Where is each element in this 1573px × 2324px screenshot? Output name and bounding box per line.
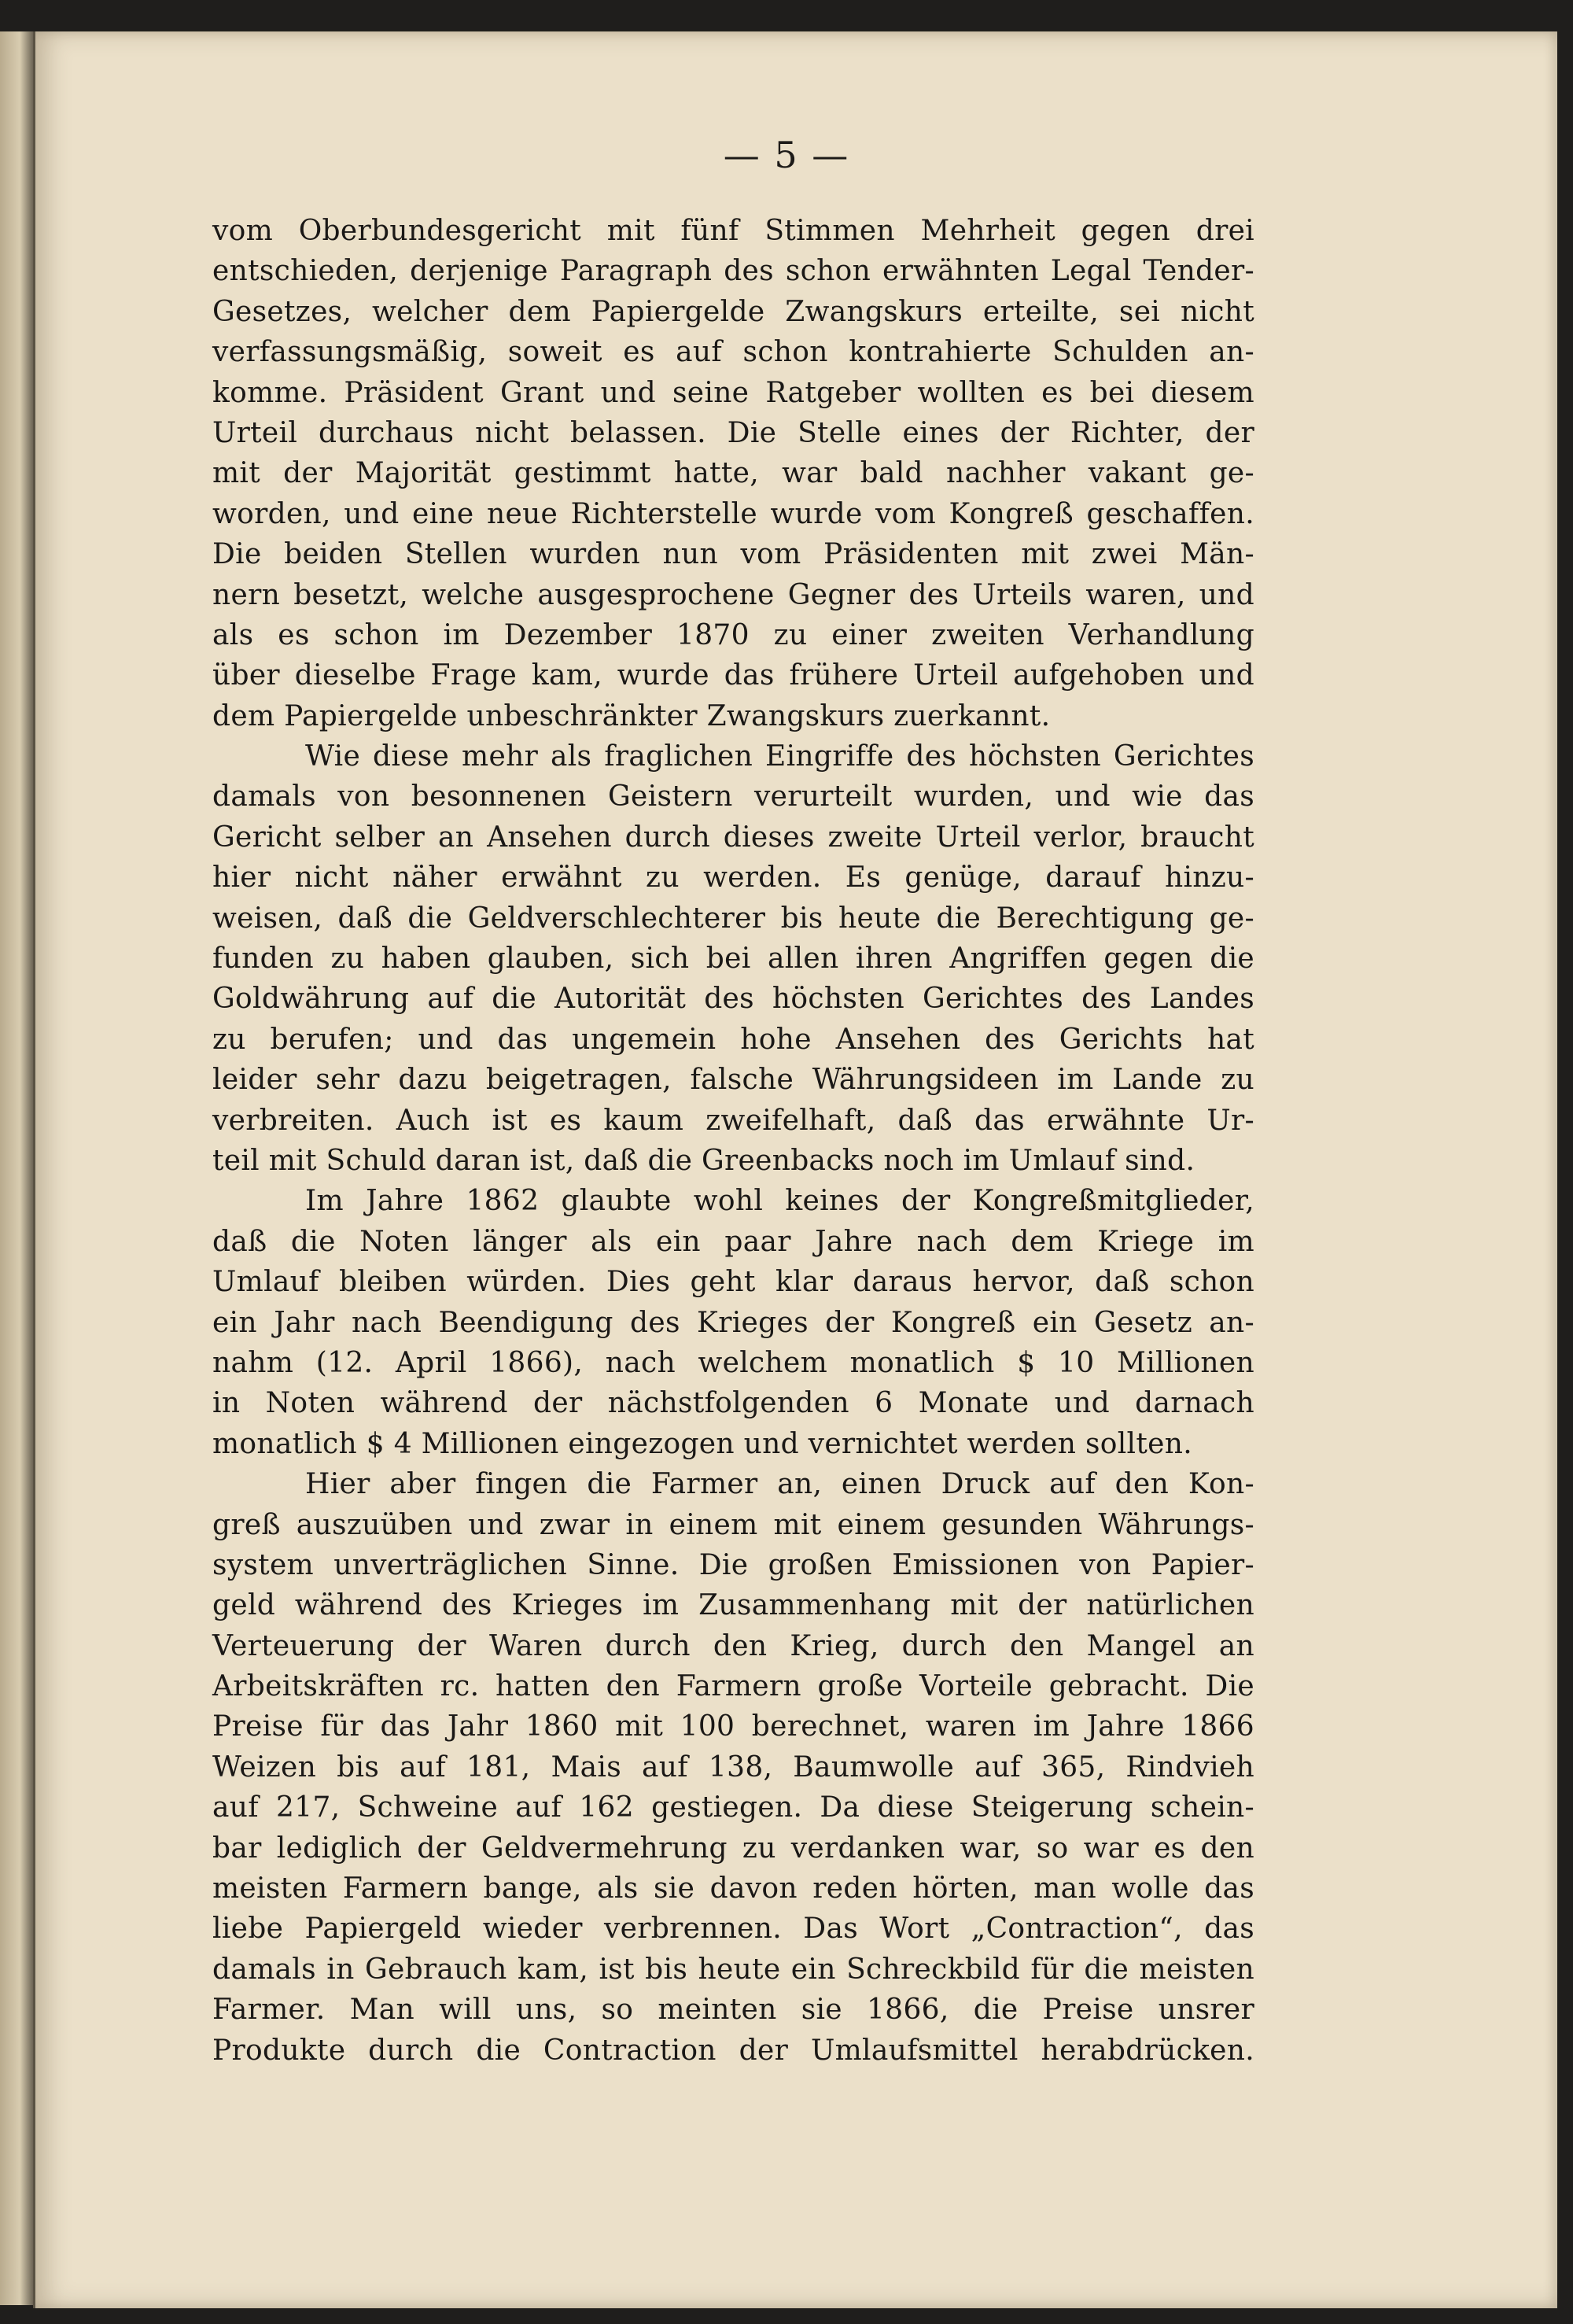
text-line: dem Papiergelde unbeschränkter Zwangskurs zuerkannt. bbox=[212, 699, 1051, 732]
text-line: verbreiten. Auch ist es kaum zweifelhaft, daß das erwähnte Ur- bbox=[212, 1104, 1254, 1137]
text-line: verfassungsmäßig, soweit es auf schon kontrahierte Schulden an- bbox=[212, 336, 1254, 369]
text-line: Weizen bis auf 181, Mais auf 138, Baumwolle auf 365, Rindvieh bbox=[212, 1750, 1254, 1784]
text-line: Urteil durchaus nicht belassen. Die Stelle eines der Richter, der bbox=[212, 416, 1254, 449]
text-line: ein Jahr nach Beendigung des Krieges der Kongreß ein Gesetz an- bbox=[212, 1306, 1254, 1339]
text-line: komme. Präsident Grant und seine Ratgeber wollten es bei diesem bbox=[212, 376, 1254, 409]
text-line: system unverträglichen Sinne. Die großen Emissionen von Papier- bbox=[212, 1548, 1254, 1581]
text-line: damals in Gebrauch kam, ist bis heute ein Schreckbild für die meisten bbox=[212, 1953, 1254, 1986]
text-line: geld während des Krieges im Zusammenhang mit der natürlichen bbox=[212, 1589, 1254, 1622]
body-text bbox=[212, 211, 1254, 2071]
text-line: Produkte durch die Contraction der Umlaufsmittel herabdrücken. bbox=[212, 2034, 1254, 2067]
text-line: meisten Farmern bange, als sie davon reden hörten, man wolle das bbox=[212, 1872, 1254, 1905]
text-line: in Noten während der nächstfolgenden 6 Monate und darnach bbox=[212, 1387, 1254, 1420]
text-line: nahm (12. April 1866), nach welchem monatlich $ 10 Millionen bbox=[212, 1346, 1254, 1379]
text-line: Arbeitskräften rc. hatten den Farmern große Vorteile gebracht. Die bbox=[212, 1670, 1254, 1703]
text-line: als es schon im Dezember 1870 zu einer zweiten Verhandlung bbox=[212, 618, 1254, 651]
text-line: funden zu haben glauben, sich bei allen ihren Angriffen gegen die bbox=[212, 943, 1254, 976]
text-line: auf 217, Schweine auf 162 gestiegen. Da diese Steigerung schein- bbox=[212, 1791, 1254, 1824]
text-line: Hier aber fingen die Farmer an, einen Druck auf den Kon- bbox=[305, 1468, 1254, 1501]
page-number: — 5 — bbox=[723, 134, 850, 176]
text-line: nern besetzt, welche ausgesprochene Gegner des Urteils waren, und bbox=[212, 578, 1254, 611]
text-line: Preise für das Jahr 1860 mit 100 berechnet, waren im Jahre 1866 bbox=[212, 1710, 1254, 1743]
text-line: liebe Papiergeld wieder verbrennen. Das Wort „Contraction“, das bbox=[212, 1913, 1254, 1946]
text-line: Verteuerung der Waren durch den Krieg, durch den Mangel an bbox=[212, 1629, 1254, 1662]
text-line: damals von besonnenen Geistern verurteilt wurden, und wie das bbox=[212, 780, 1254, 813]
text-line: greß auszuüben und zwar in einem mit einem gesunden Währungs- bbox=[212, 1508, 1254, 1541]
previous-page-edge bbox=[0, 31, 33, 2305]
text-line: monatlich $ 4 Millionen eingezogen und vernichtet werden sollten. bbox=[212, 1427, 1192, 1460]
text-line: Die beiden Stellen wurden nun vom Präsidenten mit zwei Män- bbox=[212, 538, 1254, 571]
text-line: Gericht selber an Ansehen durch dieses zweite Urteil verlor, braucht bbox=[212, 821, 1254, 854]
text-line: entschieden, derjenige Paragraph des schon erwähnten Legal Tender- bbox=[212, 255, 1254, 288]
text-line: worden, und eine neue Richterstelle wurde vom Kongreß geschaffen. bbox=[212, 497, 1254, 530]
text-line: weisen, daß die Geldverschlechterer bis heute die Berechtigung ge- bbox=[212, 902, 1254, 935]
text-line: bar lediglich der Geldvermehrung zu verdanken war, so war es den bbox=[212, 1832, 1254, 1865]
binding-gutter bbox=[33, 31, 35, 2308]
text-line: vom Oberbundesgericht mit fünf Stimmen Mehrheit gegen drei bbox=[212, 215, 1254, 247]
text-line: Gesetzes, welcher dem Papiergelde Zwangskurs erteilte, sei nicht bbox=[212, 295, 1254, 328]
text-line: Farmer. Man will uns, so meinten sie 1866, die Preise unsrer bbox=[212, 1994, 1254, 2027]
text-line: Wie diese mehr als fraglichen Eingriffe des höchsten Gerichtes bbox=[305, 740, 1254, 773]
text-line: leider sehr dazu beigetragen, falsche Währungsideen im Lande zu bbox=[212, 1064, 1254, 1097]
text-line: über dieselbe Frage kam, wurde das frühere Urteil aufgehoben und bbox=[212, 659, 1254, 692]
text-line: daß die Noten länger als ein paar Jahre nach dem Kriege im bbox=[212, 1225, 1254, 1258]
text-line: zu berufen; und das ungemein hohe Ansehen des Gerichts hat bbox=[212, 1023, 1254, 1056]
text-line: mit der Majorität gestimmt hatte, war bald nachher vakant ge- bbox=[212, 457, 1254, 490]
text-line: hier nicht näher erwähnt zu werden. Es genüge, darauf hinzu- bbox=[212, 861, 1254, 895]
text-line: Im Jahre 1862 glaubte wohl keines der Kongreßmitglieder, bbox=[305, 1185, 1254, 1218]
text-line: Umlauf bleiben würden. Dies geht klar daraus hervor, daß schon bbox=[212, 1266, 1254, 1299]
text-line: Goldwährung auf die Autorität des höchsten Gerichtes des Landes bbox=[212, 983, 1254, 1016]
text-line: teil mit Schuld daran ist, daß die Greenbacks noch im Umlauf sind. bbox=[212, 1144, 1195, 1177]
